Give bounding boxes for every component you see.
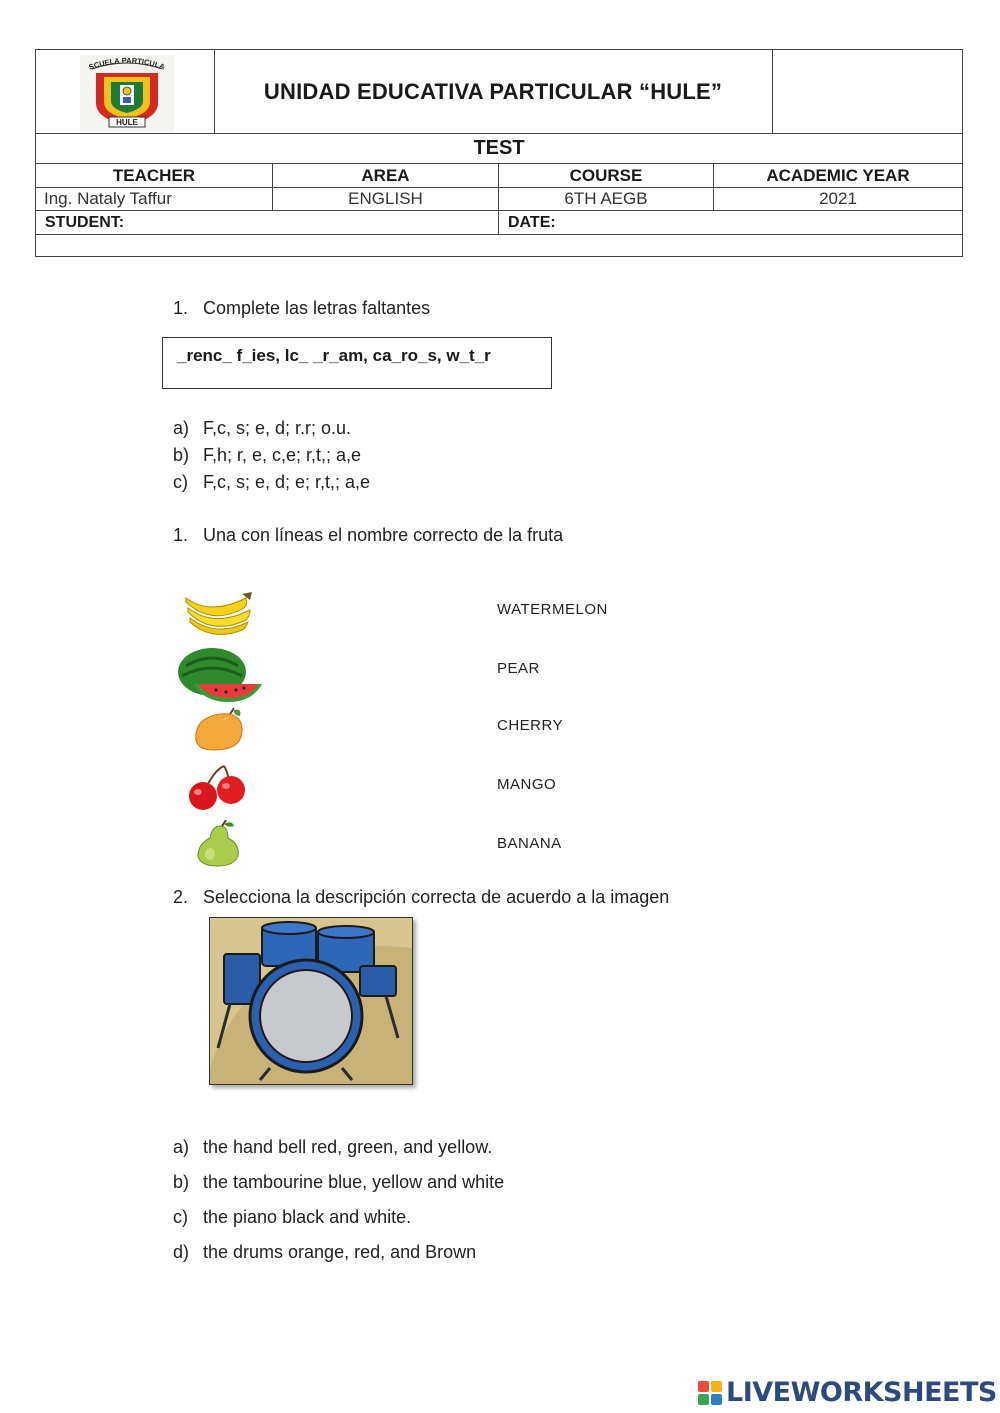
missing-letters-box [162,337,552,389]
watermelon-icon[interactable] [172,646,266,702]
question-3-number: 2. [173,887,189,907]
school-name: UNIDAD EDUCATIVA PARTICULAR “HULE” [263,78,723,104]
q3-option-c[interactable]: c) the piano black and white. [173,1207,412,1227]
course-header: COURSE [569,165,643,185]
q1-option-c[interactable]: c) F,c, s; e, d; e; r,t,; a,e [173,472,371,492]
student-label: STUDENT: [45,213,125,231]
liveworksheets-logo-icon [698,1381,722,1405]
liveworksheets-brand [698,1377,997,1408]
mango-icon[interactable] [190,706,246,754]
question-1 [173,298,430,319]
fruit-name-pear[interactable]: PEAR [497,660,540,677]
question-3-text: Selecciona la descripción correcta de acuerdo a la imagen [203,887,670,907]
teacher-header: TEACHER [112,165,196,185]
question-2-text: Una con líneas el nombre correcto de la fruta [203,525,564,545]
area-value: ENGLISH [348,189,423,208]
q3-option-d[interactable]: d) the drums orange, red, and Brown [173,1242,477,1262]
school-logo [80,55,174,131]
svg-text:HULE: HULE [116,118,138,127]
fruit-name-mango[interactable]: MANGO [497,776,557,793]
student-name-field[interactable] [36,235,962,256]
academic-year-value: 2021 [819,189,857,208]
teacher-value: Ing. Nataly Taffur [44,189,172,208]
fruit-name-banana[interactable]: BANANA [497,835,562,852]
question-1-number: 1. [173,298,189,318]
question-3 [173,887,669,908]
q1-option-a[interactable]: a) F,c, s; e, d; r.r; o.u. [173,418,352,438]
pear-icon[interactable] [194,820,244,868]
question-2-number: 1. [173,525,189,545]
cherry-icon[interactable] [184,762,254,812]
header-empty-cell [772,50,962,133]
course-value: 6TH AEGB [564,189,648,208]
fruit-name-cherry[interactable]: CHERRY [497,717,564,734]
date-label: DATE: [508,213,556,231]
q1-option-b[interactable]: b) F,h; r, e, c,e; r,t,; a,e [173,445,362,465]
banana-icon[interactable] [180,588,256,640]
question-2 [173,525,563,546]
drum-kit-icon [209,917,413,1085]
q3-option-a[interactable]: a) the hand bell red, green, and yellow. [173,1137,493,1157]
svg-text:ESCUELA PARTICULAR: SCUELA PARTICULA [87,55,167,72]
q3-option-b[interactable]: b) the tambourine blue, yellow and white [173,1172,505,1192]
header-table [35,49,963,257]
liveworksheets-text: LIVEWORKSHEETS [726,1377,997,1408]
academic-year-header: ACADEMIC YEAR [766,165,910,185]
missing-letters-text: _renc_ f_ies, lc_ _r_am, ca_ro_s, w_t_r [177,346,491,365]
area-header: AREA [361,165,410,185]
fruit-name-watermelon[interactable]: WATERMELON [497,601,608,618]
question-1-text: Complete las letras faltantes [203,298,431,318]
test-title: TEST [473,137,525,159]
